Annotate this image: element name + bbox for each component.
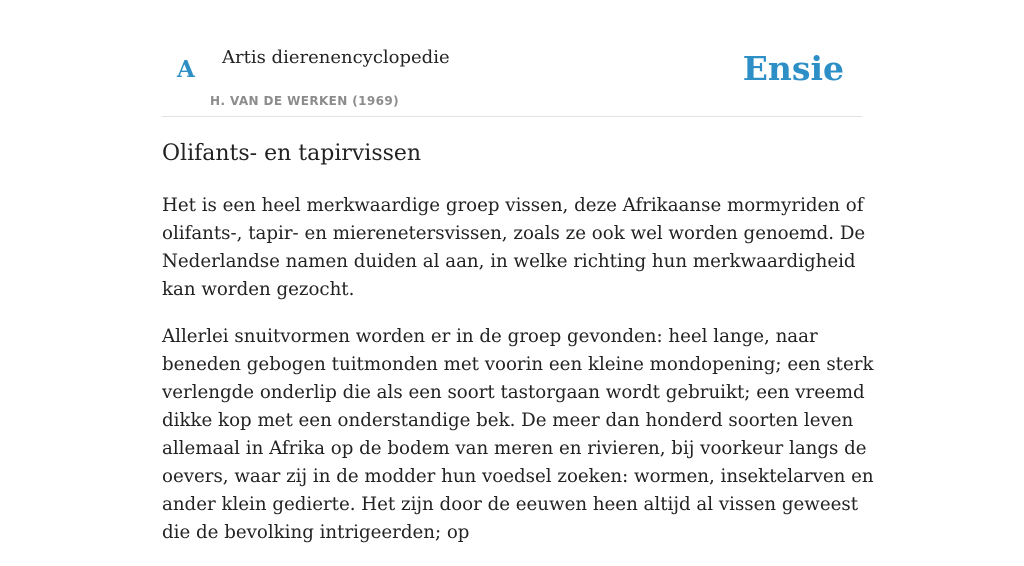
source-header — [162, 0, 862, 117]
source-title[interactable]: Artis dierenencyclopedie — [222, 47, 450, 68]
source-author-year: H. VAN DE WERKEN (1969) — [210, 94, 400, 108]
source-letter-logo[interactable]: A — [177, 56, 195, 83]
article-paragraph: Allerlei snuitvormen worden er in de groep gevonden: heel lange, naar beneden gebogen tuitmonden met voorin een kleine mondopening; een sterk verlengde onderlip die als een soort tastorgaan wordt gebruikt; een vreemd dikke kop met een onderstandige bek. De meer dan honderd soorten leven allemaal in Afrika op de bodem van meren en rivieren, bij voorkeur langs de oevers, waar zij in de modder hun voedsel zoeken: wormen, insektelarven en ander klein gedierte. Het zijn door de eeuwen heen altijd al vissen geweest die de bevolking intrigeerden; op — [162, 326, 874, 543]
article-title: Olifants- en tapirvissen — [162, 141, 422, 166]
ensie-logo[interactable]: Ensie — [742, 49, 844, 88]
article-paragraph: Het is een heel merkwaardige groep vissen, deze Afrikaanse mormyriden of olifants-, tapir- en mierenetersvissen, zoals ze ook wel worden genoemd. De Nederlandse namen duiden al aan, in welke richting hun merkwaardigheid kan worden gezocht. — [162, 195, 866, 300]
article-body — [162, 192, 874, 566]
